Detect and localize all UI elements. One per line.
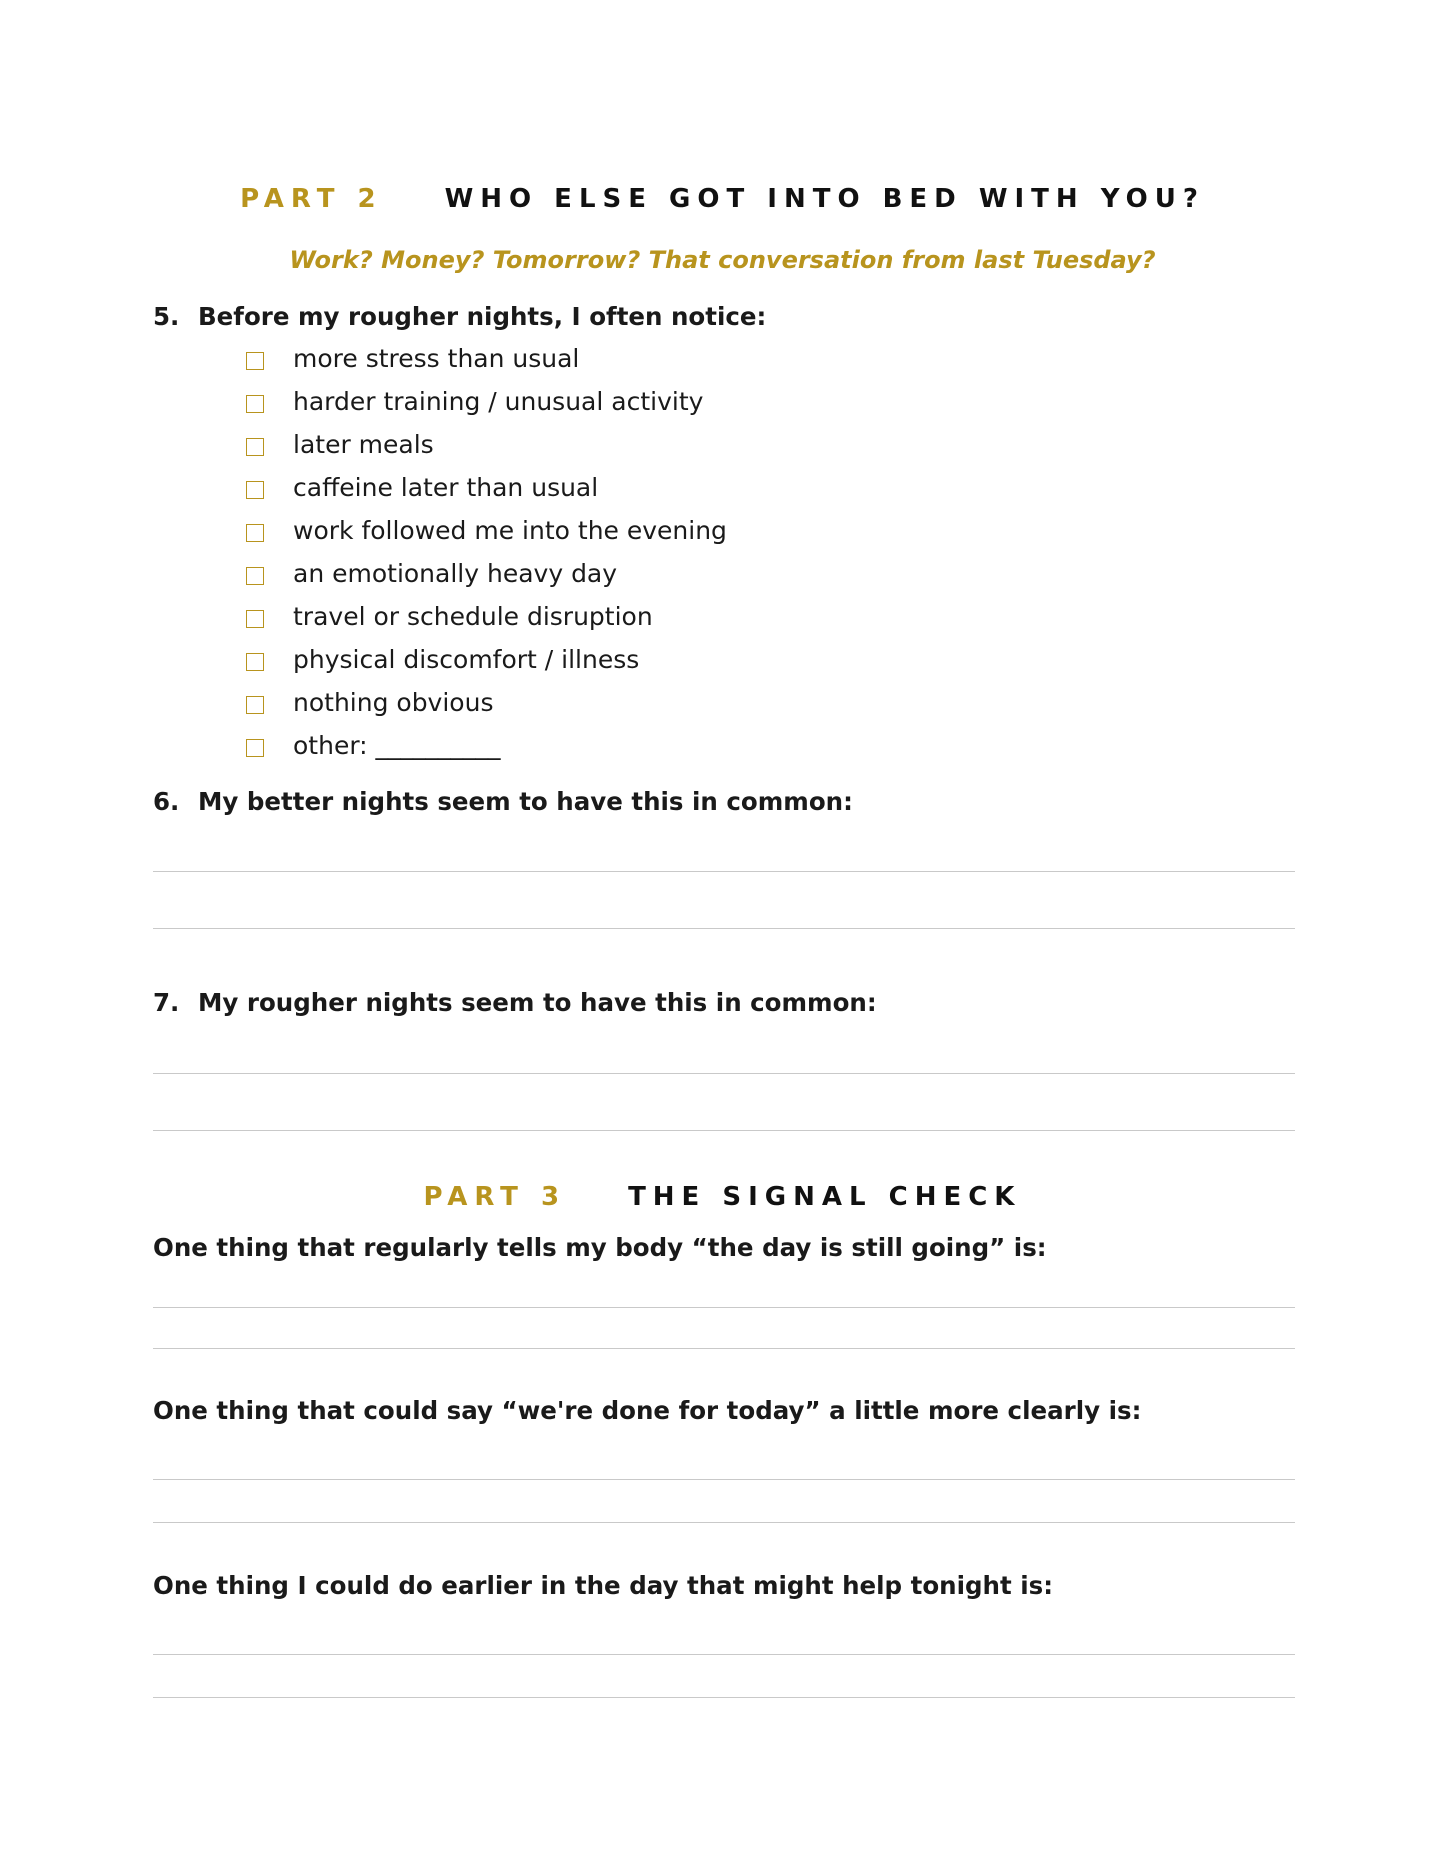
- option-label: other: __________: [293, 731, 501, 760]
- checkbox-icon[interactable]: [246, 567, 264, 585]
- checkbox-icon[interactable]: [246, 395, 264, 413]
- question-7: [153, 988, 877, 1017]
- option-item[interactable]: [246, 552, 727, 595]
- option-label: harder training / unusual activity: [293, 387, 704, 416]
- checkbox-icon[interactable]: [246, 524, 264, 542]
- part-3-heading: [0, 1182, 1445, 1212]
- option-item[interactable]: [246, 681, 727, 724]
- question-6: [153, 787, 853, 816]
- checkbox-icon[interactable]: [246, 438, 264, 456]
- question-5: [153, 302, 766, 331]
- part-2-label: PART 2: [240, 184, 383, 214]
- signal-prompt-2: One thing that could say “we're done for today” a little more clearly is:: [153, 1396, 1142, 1425]
- option-item[interactable]: [246, 337, 727, 380]
- question-6-number: 6.: [153, 787, 180, 816]
- question-7-number: 7.: [153, 988, 180, 1017]
- checkbox-icon[interactable]: [246, 653, 264, 671]
- option-item[interactable]: [246, 380, 727, 423]
- answer-line[interactable]: [153, 928, 1295, 929]
- option-item[interactable]: [246, 638, 727, 681]
- checkbox-icon[interactable]: [246, 696, 264, 714]
- part-2-title: WHO ELSE GOT INTO BED WITH YOU?: [444, 184, 1205, 214]
- option-label: nothing obvious: [293, 688, 494, 717]
- answer-line[interactable]: [153, 871, 1295, 872]
- answer-line[interactable]: [153, 1479, 1295, 1480]
- option-label: more stress than usual: [293, 344, 580, 373]
- answer-line[interactable]: [153, 1307, 1295, 1308]
- answer-line[interactable]: [153, 1697, 1295, 1698]
- option-label: work followed me into the evening: [293, 516, 727, 545]
- option-label: physical discomfort / illness: [293, 645, 640, 674]
- answer-line[interactable]: [153, 1654, 1295, 1655]
- option-item[interactable]: [246, 466, 727, 509]
- question-7-text: My rougher nights seem to have this in common:: [198, 988, 877, 1017]
- question-5-options: [246, 337, 727, 767]
- option-label: later meals: [293, 430, 434, 459]
- question-6-text: My better nights seem to have this in common:: [198, 787, 853, 816]
- checkbox-icon[interactable]: [246, 739, 264, 757]
- answer-line[interactable]: [153, 1348, 1295, 1349]
- answer-line[interactable]: [153, 1073, 1295, 1074]
- option-label: travel or schedule disruption: [293, 602, 653, 631]
- answer-line[interactable]: [153, 1522, 1295, 1523]
- part-3-label: PART 3: [423, 1182, 567, 1212]
- question-5-number: 5.: [153, 302, 180, 331]
- part-2-heading: [0, 184, 1445, 214]
- option-item[interactable]: [246, 509, 727, 552]
- signal-prompt-1: One thing that regularly tells my body “the day is still going” is:: [153, 1233, 1047, 1262]
- option-item[interactable]: [246, 423, 727, 466]
- part-2-subtitle: Work? Money? Tomorrow? That conversation from last Tuesday?: [289, 246, 1156, 274]
- option-item[interactable]: [246, 595, 727, 638]
- answer-line[interactable]: [153, 1130, 1295, 1131]
- question-5-text: Before my rougher nights, I often notice:: [198, 302, 767, 331]
- option-label: an emotionally heavy day: [293, 559, 618, 588]
- option-item[interactable]: [246, 724, 727, 767]
- checkbox-icon[interactable]: [246, 481, 264, 499]
- part-3-title: THE SIGNAL CHECK: [628, 1182, 1022, 1212]
- signal-prompt-3: One thing I could do earlier in the day that might help tonight is:: [153, 1571, 1054, 1600]
- checkbox-icon[interactable]: [246, 610, 264, 628]
- checkbox-icon[interactable]: [246, 352, 264, 370]
- option-label: caffeine later than usual: [293, 473, 599, 502]
